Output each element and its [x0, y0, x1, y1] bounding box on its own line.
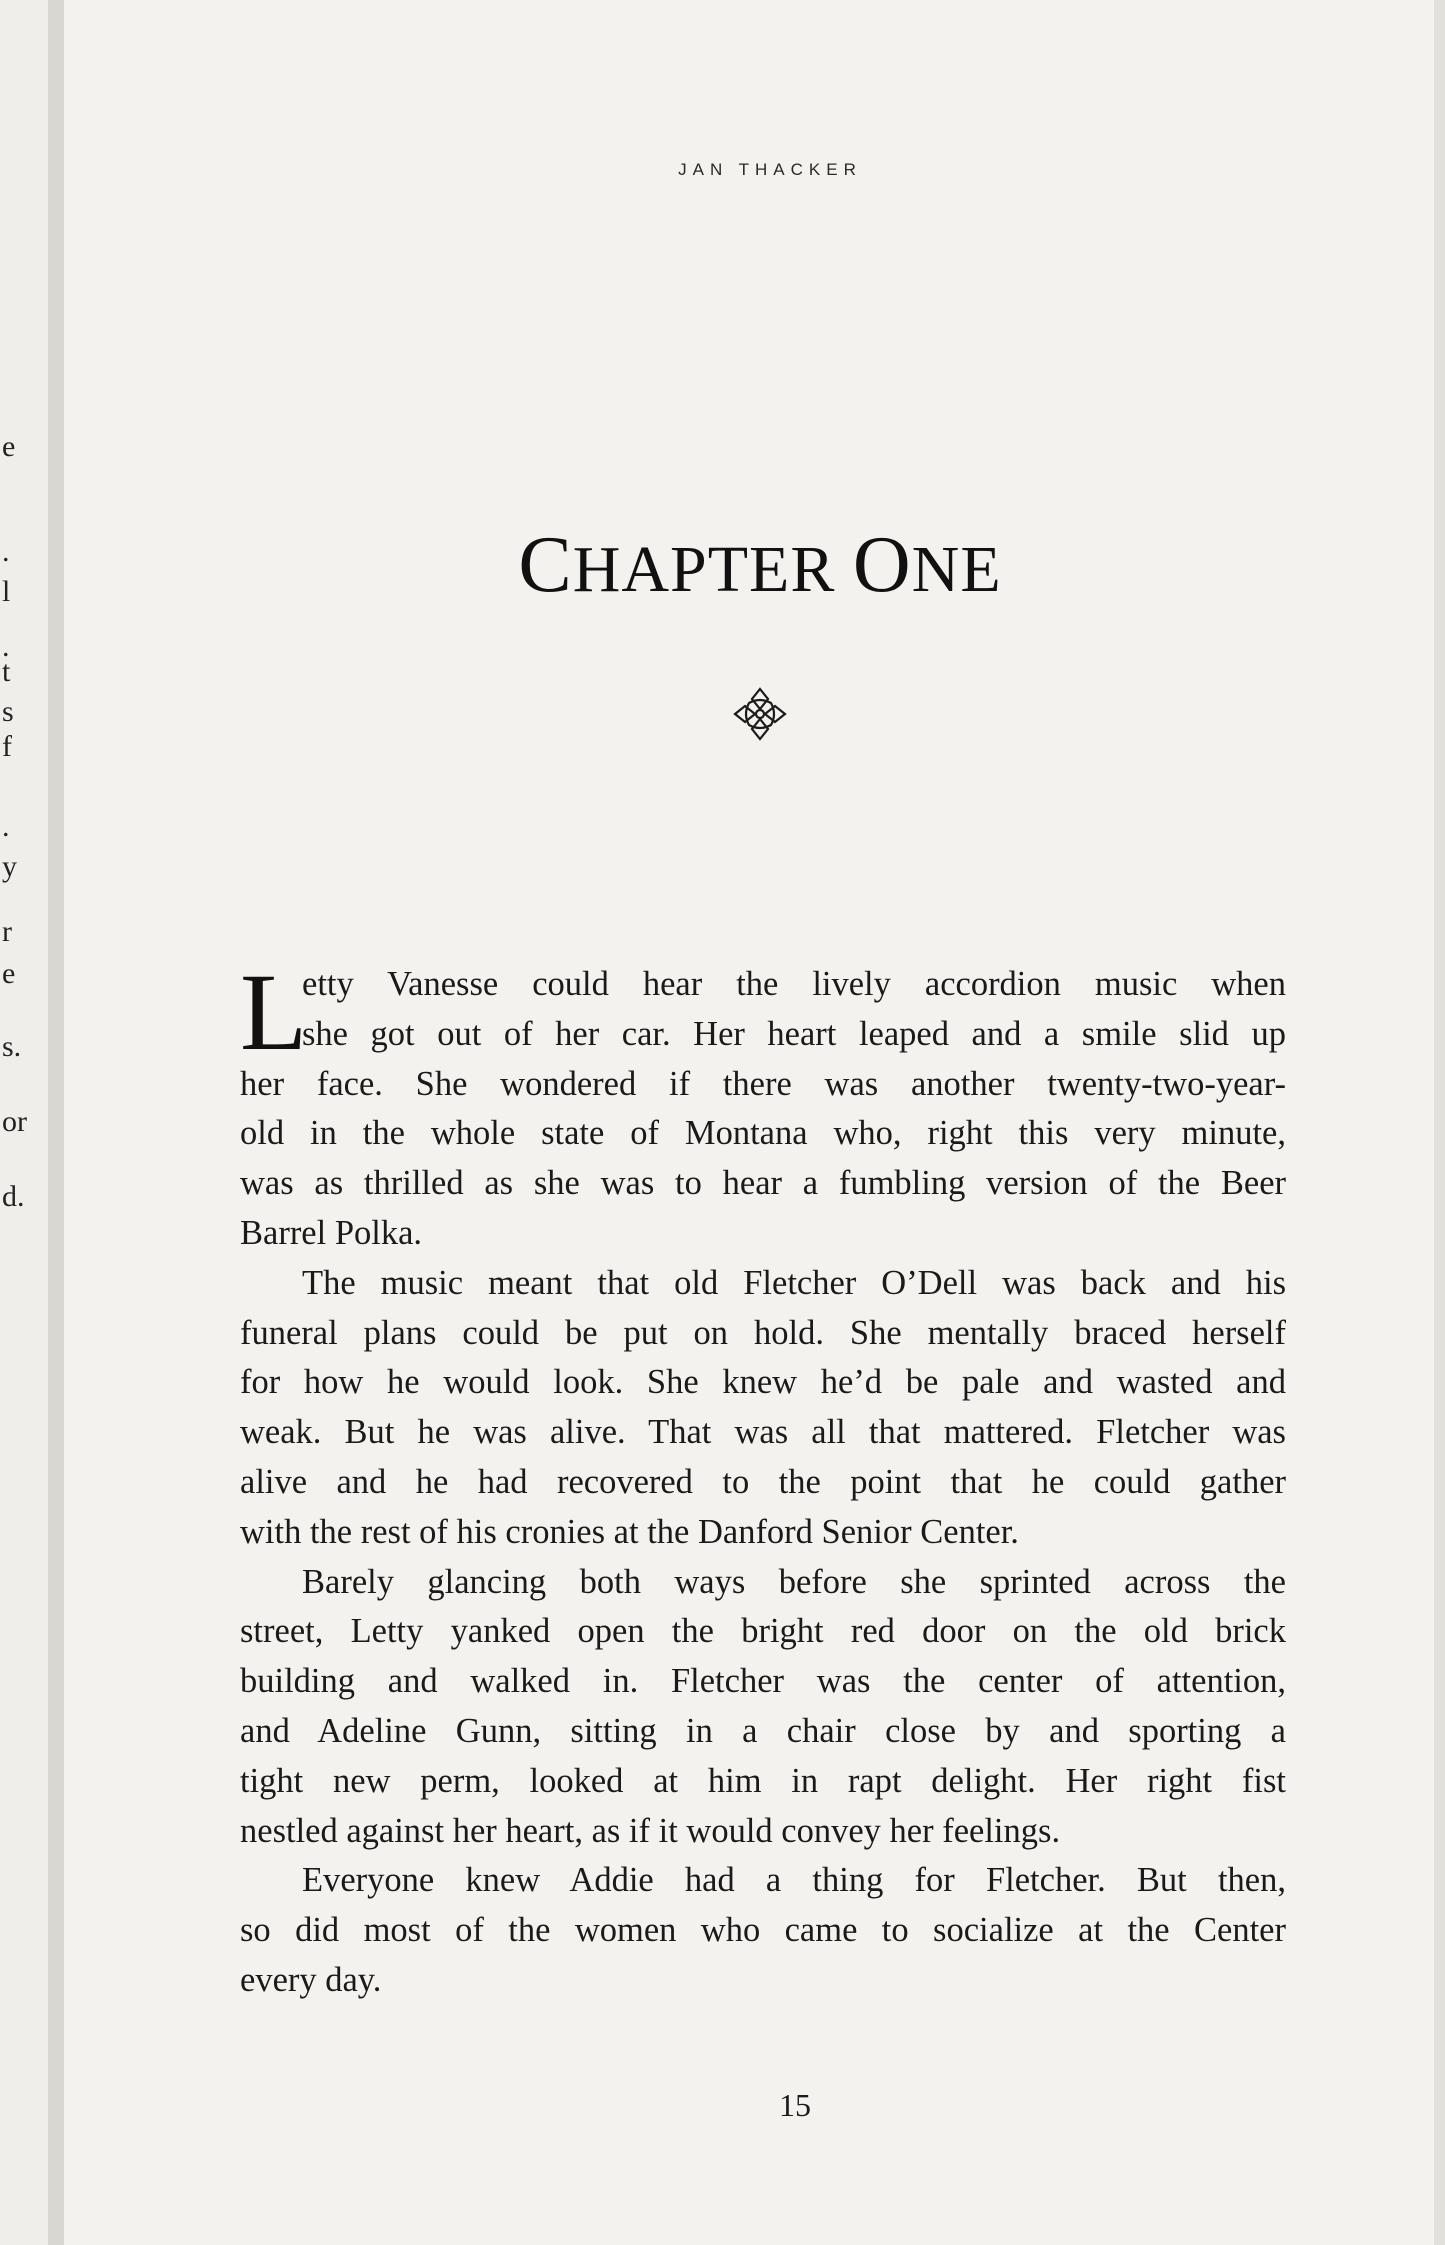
- text-line: nestled against her heart, as if it would convey her feelings.: [240, 1811, 1061, 1850]
- text-line: with the rest of his cronies at the Danford Senior Center.: [240, 1512, 1019, 1551]
- text-line: The music meant that old Fletcher O’Dell was back and his: [302, 1263, 1286, 1302]
- chapter-initial-o: O: [852, 521, 912, 609]
- text-line: Barrel Polka.: [240, 1213, 423, 1252]
- text-line: alive and he had recovered to the point that he could gather: [240, 1462, 1286, 1501]
- gutter-shadow: [48, 0, 64, 2245]
- text-line: she got out of her car. Her heart leaped and a smile slid up: [302, 1014, 1286, 1053]
- facing-page-glyph: e: [2, 957, 16, 990]
- text-line: tight new perm, looked at him in rapt delight. Her right fist: [240, 1761, 1286, 1800]
- chapter-title: [460, 520, 1060, 611]
- facing-page-text-fragments: [0, 0, 40, 2245]
- fleuron-ornament-icon: [731, 685, 789, 743]
- facing-page-glyph: or: [2, 1105, 27, 1138]
- chapter-body-text: [240, 951, 1286, 2006]
- drop-cap: L: [240, 951, 308, 1073]
- facing-page-glyph: d.: [2, 1180, 25, 1213]
- text-line: and Adeline Gunn, sitting in a chair close by and sporting a: [240, 1711, 1286, 1750]
- text-line: so did most of the women who came to socialize at the Center: [240, 1911, 1286, 1950]
- text-line: Everyone knew Addie had a thing for Fletcher. But then,: [302, 1861, 1286, 1900]
- text-line: for how he would look. She knew he’d be pale and wasted and: [240, 1363, 1286, 1402]
- text-line: her face. She wondered if there was another twenty-two-year-: [240, 1064, 1286, 1103]
- text-line: weak. But he was alive. That was all that mattered. Fletcher was: [240, 1413, 1286, 1452]
- page-number: 15: [779, 2087, 811, 2123]
- chapter-word-rest-2: NE: [911, 533, 1002, 606]
- text-line: etty Vanesse could hear the lively accordion music when: [302, 965, 1286, 1003]
- text-line: funeral plans could be put on hold. She mentally braced herself: [240, 1313, 1286, 1352]
- text-line: street, Letty yanked open the bright red door on the old brick: [240, 1612, 1286, 1651]
- chapter-word-rest-1: HAPTER: [572, 533, 836, 606]
- page-edge: [1434, 0, 1445, 2245]
- facing-page-glyph: s.: [2, 1030, 22, 1063]
- facing-page-glyph: e: [2, 430, 16, 463]
- text-line: building and walked in. Fletcher was the center of attention,: [240, 1662, 1286, 1701]
- facing-page-glyph: .: [2, 630, 10, 663]
- running-head: JAN THACKER: [678, 160, 862, 179]
- facing-page-glyph: .: [2, 535, 10, 568]
- text-line: every day.: [240, 1960, 382, 1999]
- text-line: Barely glancing both ways before she sprinted across the: [302, 1562, 1286, 1601]
- facing-page-glyph: f: [2, 730, 12, 763]
- text-line: old in the whole state of Montana who, right this very minute,: [240, 1114, 1286, 1153]
- facing-page-glyph: r: [2, 915, 12, 948]
- facing-page-glyph: .: [2, 810, 10, 843]
- facing-page-glyph: l: [2, 575, 11, 608]
- facing-page-glyph: y: [2, 850, 17, 883]
- facing-page-glyph: s: [2, 695, 14, 728]
- chapter-initial-c: C: [518, 521, 573, 609]
- text-line: was as thrilled as she was to hear a fumbling version of the Beer: [240, 1164, 1286, 1203]
- facing-page-glyph: t: [2, 655, 11, 688]
